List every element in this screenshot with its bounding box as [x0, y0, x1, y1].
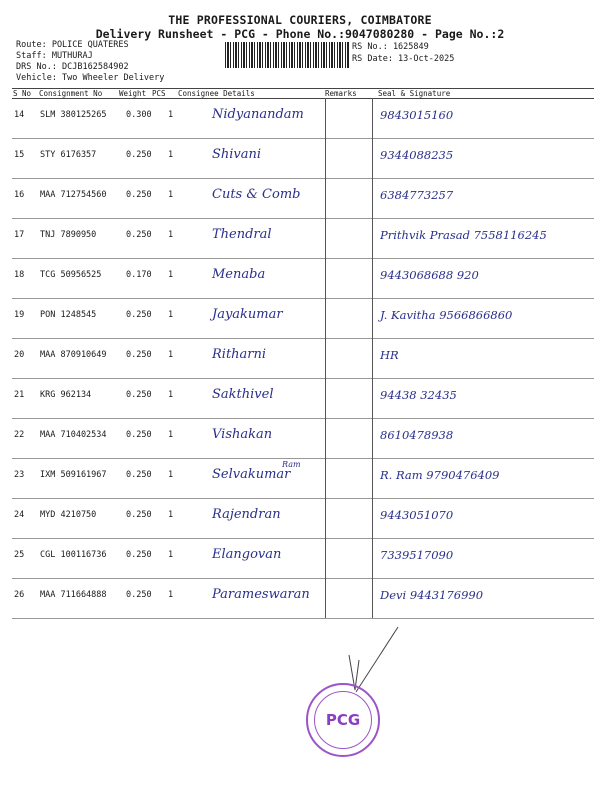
row-consignee-name: Shivani — [212, 147, 262, 162]
row-weight: 0.250 — [126, 230, 152, 240]
header-remarks: Remarks — [325, 89, 357, 98]
row-weight: 0.250 — [126, 150, 152, 160]
row-consignment-no: PON 1248545 — [40, 310, 97, 320]
header-sno: S No — [13, 89, 32, 98]
row-pcs: 1 — [168, 510, 174, 520]
row-sno: 19 — [14, 310, 25, 320]
row-consignee-name: Cuts & Comb — [212, 187, 301, 202]
row-signature: 94438 32435 — [380, 388, 457, 402]
row-consignment-no: MAA 710402534 — [40, 430, 107, 440]
row-sno: 20 — [14, 350, 25, 360]
header-consignment: Consignment No — [39, 89, 103, 98]
row-consignee-name: Parameswaran — [212, 587, 310, 602]
pcg-stamp — [306, 683, 380, 757]
row-sno: 16 — [14, 190, 25, 200]
row-consignment-no: IXM 509161967 — [40, 470, 107, 480]
vehicle-text: Vehicle: Two Wheeler Delivery — [16, 73, 165, 83]
row-signature: 9443051070 — [380, 508, 454, 522]
row-consignment-no: KRG 962134 — [40, 390, 92, 400]
row-signature: R. Ram 9790476409 — [380, 468, 500, 482]
row-consignee-name: Nidyanandam — [212, 107, 304, 122]
row-consignment-no: SLM 380125265 — [40, 110, 107, 120]
row-sno: 15 — [14, 150, 25, 160]
row-consignee-name: Sakthivel — [212, 387, 274, 402]
row-consignment-no: STY 6176357 — [40, 150, 97, 160]
row-consignee-name: Ritharni — [212, 347, 267, 362]
row-pcs: 1 — [168, 550, 174, 560]
row-sno: 21 — [14, 390, 25, 400]
row-consignment-no: TNJ 7890950 — [40, 230, 97, 240]
row-weight: 0.250 — [126, 470, 152, 480]
row-sno: 24 — [14, 510, 25, 520]
row-pcs: 1 — [168, 390, 174, 400]
row-pcs: 1 — [168, 190, 174, 200]
row-sno: 26 — [14, 590, 25, 600]
row-pcs: 1 — [168, 590, 174, 600]
row-weight: 0.250 — [126, 310, 152, 320]
row-pcs: 1 — [168, 430, 174, 440]
row-pcs: 1 — [168, 270, 174, 280]
document-subtitle: Delivery Runsheet - PCG - Phone No.:9047080280 - Page No.:2 — [95, 27, 505, 41]
row-signature: 9443068688 920 — [380, 268, 479, 282]
row-consignment-no: CGL 100116736 — [40, 550, 107, 560]
row-weight: 0.170 — [126, 270, 152, 280]
row-consignee-name: Rajendran — [212, 507, 281, 522]
stamp-text: PCG — [314, 691, 372, 749]
header-pcs: PCS — [152, 89, 166, 98]
header-weight: Weight — [119, 89, 147, 98]
row-consignee-name: Thendral — [212, 227, 272, 242]
header-seal-signature: Seal & Signature — [378, 89, 451, 98]
row-signature: Prithvik Prasad 7558116245 — [380, 228, 547, 242]
row-weight: 0.250 — [126, 190, 152, 200]
row-pcs: 1 — [168, 310, 174, 320]
staff-text: Staff: MUTHURAJ — [16, 51, 93, 61]
row-consignment-no: TCG 50956525 — [40, 270, 102, 280]
row-weight: 0.250 — [126, 550, 152, 560]
row-signature: 9344088235 — [380, 148, 454, 162]
document-title: THE PROFESSIONAL COURIERS, COIMBATORE — [168, 13, 432, 27]
header-consignee-details: Consignee Details — [178, 89, 255, 98]
row-consignee-name: Menaba — [212, 267, 266, 282]
row-consignee-name: Selvakumar — [212, 467, 291, 482]
row-weight: 0.250 — [126, 510, 152, 520]
row-consignee-name: Elangovan — [212, 547, 282, 562]
row-pcs: 1 — [168, 150, 174, 160]
row-signature: HR — [380, 348, 399, 362]
row-consignee-name: Jayakumar — [212, 307, 283, 322]
row-pcs: 1 — [168, 470, 174, 480]
row-signature: 6384773257 — [380, 188, 454, 202]
row-consignment-no: MAA 712754560 — [40, 190, 107, 200]
row-signature: J. Kavitha 9566866860 — [380, 308, 513, 322]
row-sno: 25 — [14, 550, 25, 560]
row-consignment-no: MYD 4210750 — [40, 510, 97, 520]
rs-number: RS No.: 1625849 — [352, 42, 429, 52]
row-signature: 9843015160 — [380, 108, 454, 122]
row-sno: 18 — [14, 270, 25, 280]
route-text: Route: POLICE QUATERES — [16, 40, 129, 50]
rs-date: RS Date: 13-Oct-2025 — [352, 54, 455, 64]
row-consignee-note: Ram — [282, 460, 301, 469]
row-weight: 0.300 — [126, 110, 152, 120]
row-sno: 23 — [14, 470, 25, 480]
row-sno: 14 — [14, 110, 25, 120]
row-pcs: 1 — [168, 230, 174, 240]
row-signature: 8610478938 — [380, 428, 454, 442]
row-pcs: 1 — [168, 350, 174, 360]
row-weight: 0.250 — [126, 430, 152, 440]
row-pcs: 1 — [168, 110, 174, 120]
row-weight: 0.250 — [126, 350, 152, 360]
row-signature: Devi 9443176990 — [380, 588, 484, 602]
row-signature: 7339517090 — [380, 548, 454, 562]
row-consignee-name: Vishakan — [212, 427, 273, 442]
row-weight: 0.250 — [126, 390, 152, 400]
row-consignment-no: MAA 870910649 — [40, 350, 107, 360]
row-consignment-no: MAA 711664888 — [40, 590, 107, 600]
drs-text: DRS No.: DCJB162584902 — [16, 62, 129, 72]
row-sno: 17 — [14, 230, 25, 240]
row-sno: 22 — [14, 430, 25, 440]
row-weight: 0.250 — [126, 590, 152, 600]
